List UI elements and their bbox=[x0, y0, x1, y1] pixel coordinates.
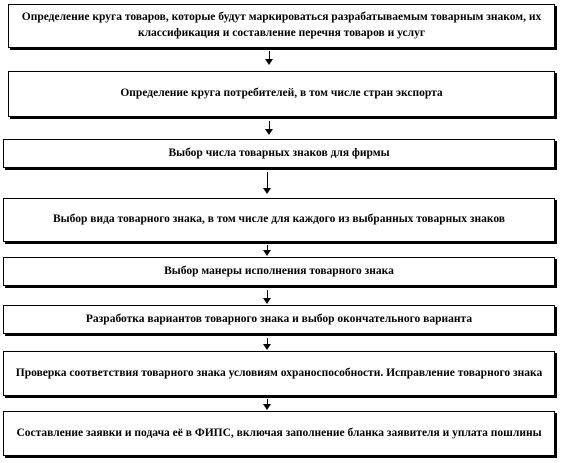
arrow-5-6 bbox=[263, 290, 272, 304]
arrow-6-7 bbox=[263, 338, 272, 350]
step-6-box bbox=[3, 305, 555, 334]
step-5-text: Выбор манеры исполнения товарного знака bbox=[164, 264, 394, 277]
step-2-text: Определение круга потребителей, в том числе стран экспорта bbox=[120, 87, 443, 100]
arrow-3-4 bbox=[263, 172, 272, 194]
arrow-4-5 bbox=[263, 245, 272, 256]
step-3-text: Выбор числа товарных знаков для фирмы bbox=[168, 146, 390, 159]
arrow-1-2 bbox=[265, 51, 274, 65]
step-7-text: Проверка соответствия товарного знака условиям охраноспособности. Исправление товарного знака bbox=[15, 366, 543, 379]
arrow-2-3 bbox=[265, 121, 274, 135]
step-1-text: Определение круга товаров, которые будут маркироваться разрабатываемым товарным знаком, их классификация и составление перечня товаров и услуг bbox=[21, 11, 542, 39]
step-4-box bbox=[3, 198, 555, 242]
step-4-text: Выбор вида товарного знака, в том числе для каждого из выбранных товарных знаков bbox=[52, 213, 505, 226]
arrow-7-8 bbox=[263, 399, 272, 410]
step-8-text: Составление заявки и подача её в ФИПС, включая заполнение бланка заявителя и уплата пошлины bbox=[16, 426, 542, 439]
step-6-text: Разработка вариантов товарного знака и выбор окончательного варианта bbox=[85, 312, 473, 325]
step-1-box bbox=[8, 4, 555, 48]
step-3-box bbox=[3, 139, 555, 168]
step-5-box bbox=[3, 257, 555, 286]
step-7-box bbox=[3, 351, 555, 396]
step-8-box bbox=[3, 411, 555, 456]
step-2-box bbox=[8, 71, 555, 117]
